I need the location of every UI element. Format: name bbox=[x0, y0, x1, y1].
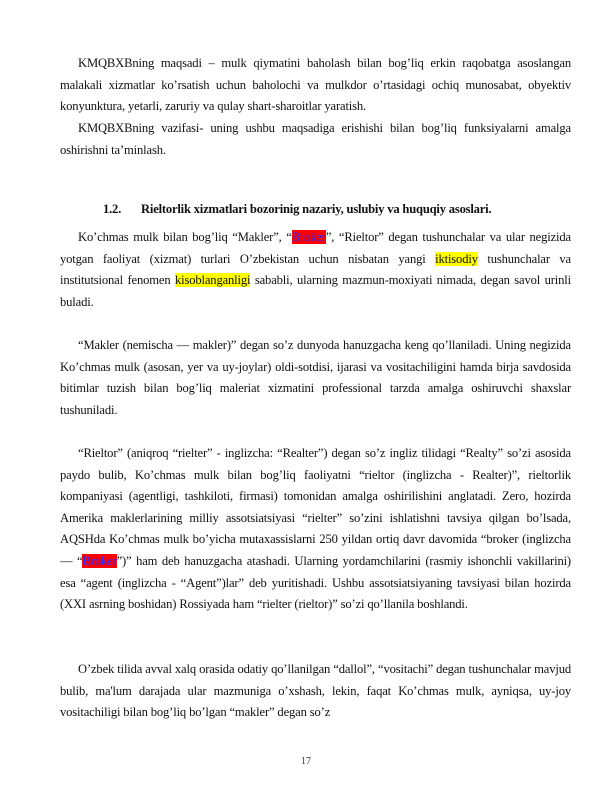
section-number: 1.2. bbox=[103, 202, 122, 216]
paragraph-uzbek: O’zbek tilida avval xalq orasida odatiy qo’llanilgan “dallol”, “vositachi” degan tushunchalar mavjud bulib, ma'lum darajada ular mazmuniga o’xshash, lekin, faqat Ko’chmas mulk, ayniqsa, uy-joy vositachiligi bilan bog’liq bo’lgan “makler” degan so’z bbox=[60, 662, 571, 720]
paragraph-purpose: KMQBXBning maqsadi – mulk qiymatini baholash bilan bog’liq erkin raqobatga asoslangan malakali xizmatlar ko’rsatish uchun baholochi va mulkdor o’rtasidagi ochiq munosabat, obyektiv konyunktura, yetarli, zaruriy va qulay shart-sharoitlar yaratish. bbox=[60, 56, 571, 114]
text-run: ”, “Rieltor” degan tushunchalar va ular negizida yotgan faoliyat (xizmat) turlari O’zbekistan uchun nisbatan yangi bbox=[60, 230, 571, 266]
highlight-kisoblanganligi: kisoblanganligi bbox=[174, 273, 251, 288]
highlight-iktisodiy: iktisodiy bbox=[435, 251, 478, 266]
paragraph-concepts bbox=[60, 227, 571, 313]
text-run: Ko’chmas mulk bilan bog’liq “Makler”, “ bbox=[78, 230, 292, 244]
page-number: 17 bbox=[301, 756, 311, 767]
text-run: ”)” ham deb hanuzgacha atashadi. Ularning yordamchilarini (rasmiy ishonchli vakillarini) esa “agent (inglizcha - “Agent”)lar” deb yuritishadi. Ushbu assotsiatsiyaning tavsiyasi bilan hozirda (XXI asrning boshidan) Rossiyada ham “rielter (rieltor)” so’zi qo’llanila boshlandi. bbox=[60, 553, 571, 612]
text-run: sababli, ularning mazmun-moxiyati nimada, degan savol urinli buladi. bbox=[60, 273, 571, 309]
paragraph-makler: “Makler (nemischa — makler)” degan so’z dunyoda hanuzgacha keng qo’llaniladi. Uning negizida Ko’chmas mulk (asosan, yer va uy-joylar) oldi-sotdisi, ijarasi va vositachiligini hamda birja savdosida bitimlar tuzish bilan bog’liq maleriat xizmatini professional tarzda amalga oshiruvchi shaxslar tushuniladi. bbox=[60, 338, 571, 417]
section-title: Rieltorlik xizmatlari bozorinig nazariy, uslubiy va huquqiy asoslari. bbox=[141, 202, 492, 216]
text-run: “Rieltor” (aniqroq “rielter” - inglizcha: “Realter”) degan so’z ingliz tilidagi “Realty” so’zi asosida paydo bulib, Ko’chmas mulk bilan bog’liq faoliyatni “rieltor (inglizcha - Realter)”, rieltorlik kompaniyasi (agentligi, tashkiloti, firmasi) tomonidan amalga oshirilishini anglatadi. Zero, hozirda Amerika maklerlarining milliy assotsiatsiyasi “rielter” so’zini ishlatishni tavsiya qilgan bo’lsada, AQSHda Ko’chmas mulk bo’yicha mutaxassislarni 250 yildan ortiq davr davomida “broker (inglizcha — “ bbox=[60, 446, 571, 568]
text-run: tushunchalar va institutsional fenomen bbox=[60, 251, 571, 288]
highlight-broker-2: Broker bbox=[82, 553, 117, 568]
paragraph-task: KMQBXBning vazifasi- uning ushbu maqsadiga erishishi bilan bog’liq funksiyalarni amalga oshirishni ta’minlash. bbox=[60, 121, 571, 157]
highlight-broker: Broker bbox=[291, 230, 326, 244]
section-heading bbox=[103, 201, 573, 217]
paragraph-rieltor bbox=[60, 443, 571, 616]
